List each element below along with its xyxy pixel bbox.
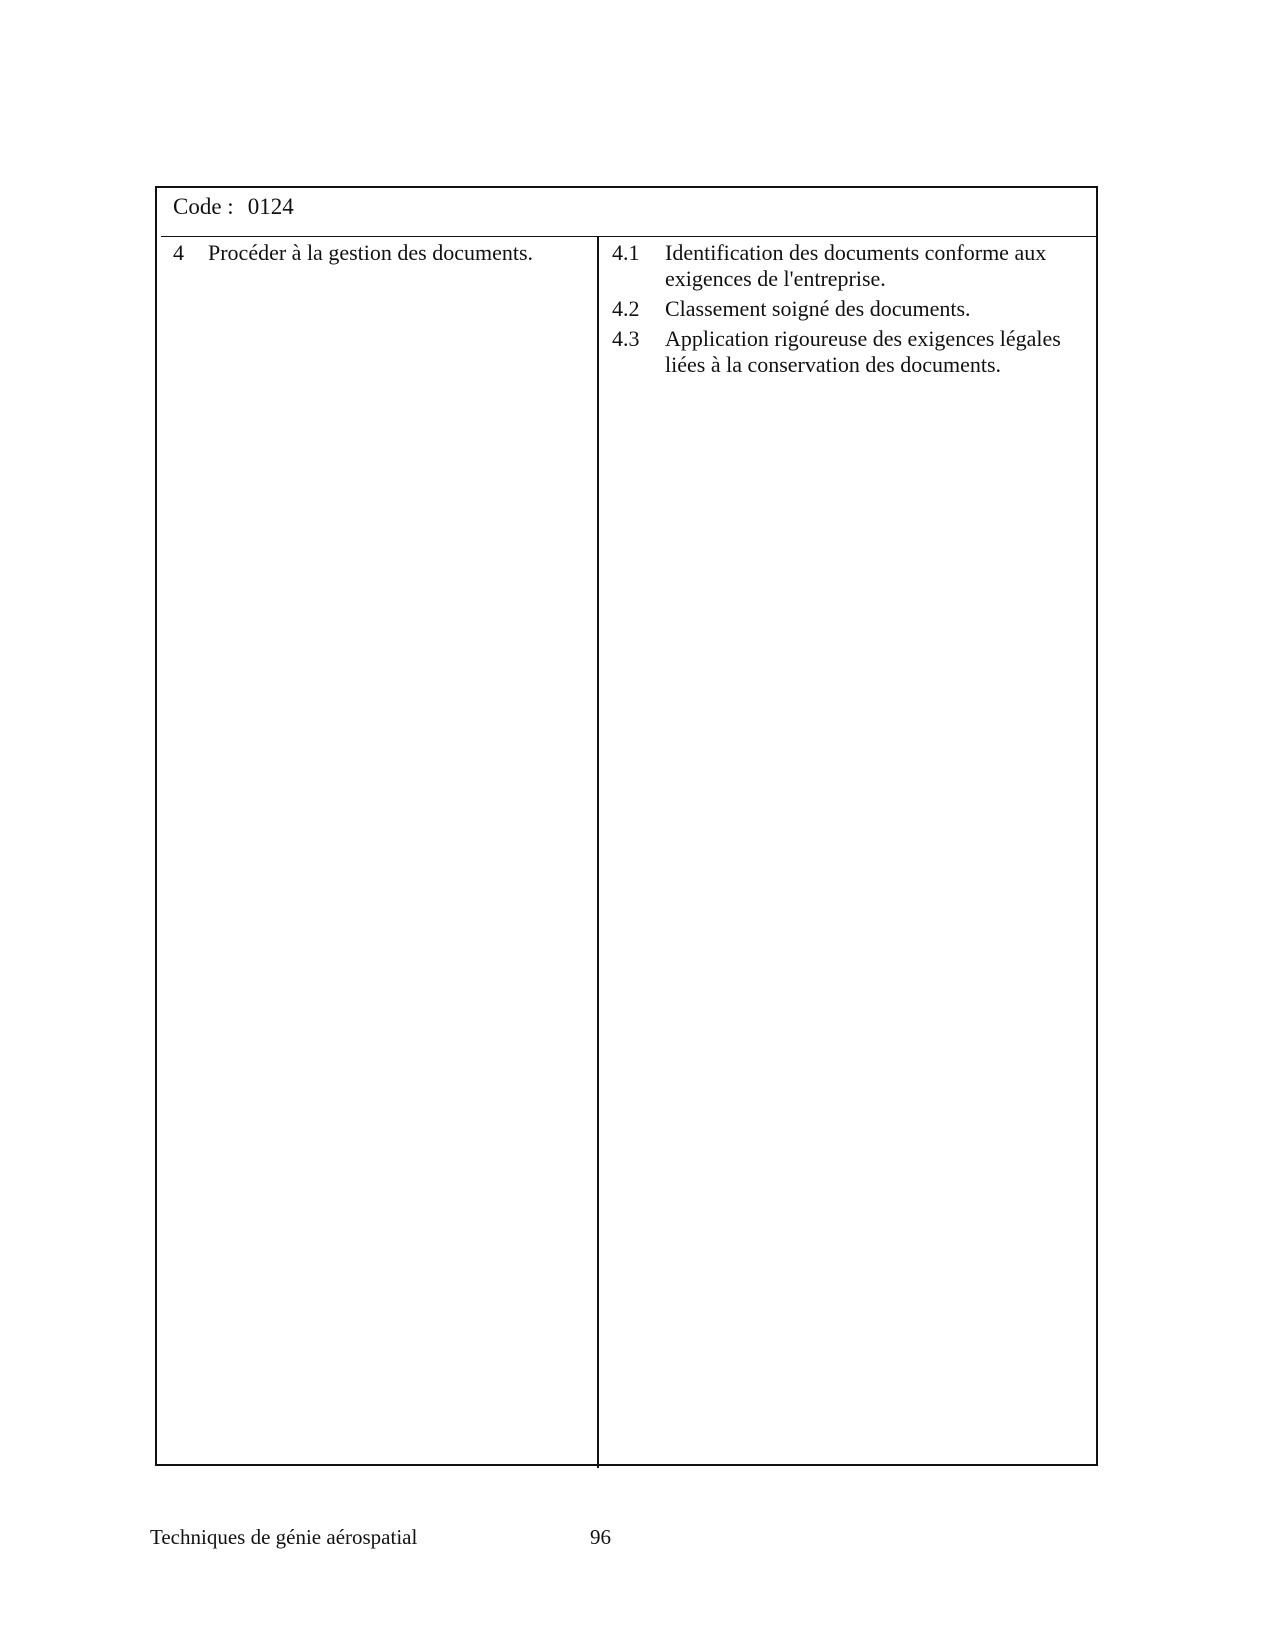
element-number: 4 bbox=[173, 240, 184, 265]
criterion-text: Identification des documents conforme aux exigences de l'entreprise. bbox=[665, 240, 1047, 291]
competency-table bbox=[155, 186, 1098, 1466]
code-header bbox=[173, 192, 294, 222]
element-text: Procéder à la gestion des documents. bbox=[208, 240, 534, 265]
column-divider bbox=[597, 237, 599, 1468]
criterion-item bbox=[612, 240, 1090, 292]
code-value: 0124 bbox=[247, 194, 294, 219]
criterion-text: Classement soigné des documents. bbox=[665, 296, 971, 321]
header-divider bbox=[161, 236, 1096, 237]
criterion-number: 4.3 bbox=[612, 326, 640, 351]
code-label: Code : bbox=[173, 194, 234, 219]
criterion-number: 4.1 bbox=[612, 240, 640, 265]
criterion-text: Application rigoureuse des exigences légales liées à la conservation des documents. bbox=[665, 326, 1061, 377]
criterion-number: 4.2 bbox=[612, 296, 640, 321]
criteria-column bbox=[612, 240, 1090, 382]
criterion-item bbox=[612, 326, 1090, 378]
footer-page-number: 96 bbox=[590, 1525, 611, 1549]
element-column bbox=[173, 240, 583, 266]
element-item bbox=[173, 240, 583, 266]
footer-program-title: Techniques de génie aérospatial bbox=[150, 1525, 418, 1549]
criterion-item bbox=[612, 296, 1090, 322]
